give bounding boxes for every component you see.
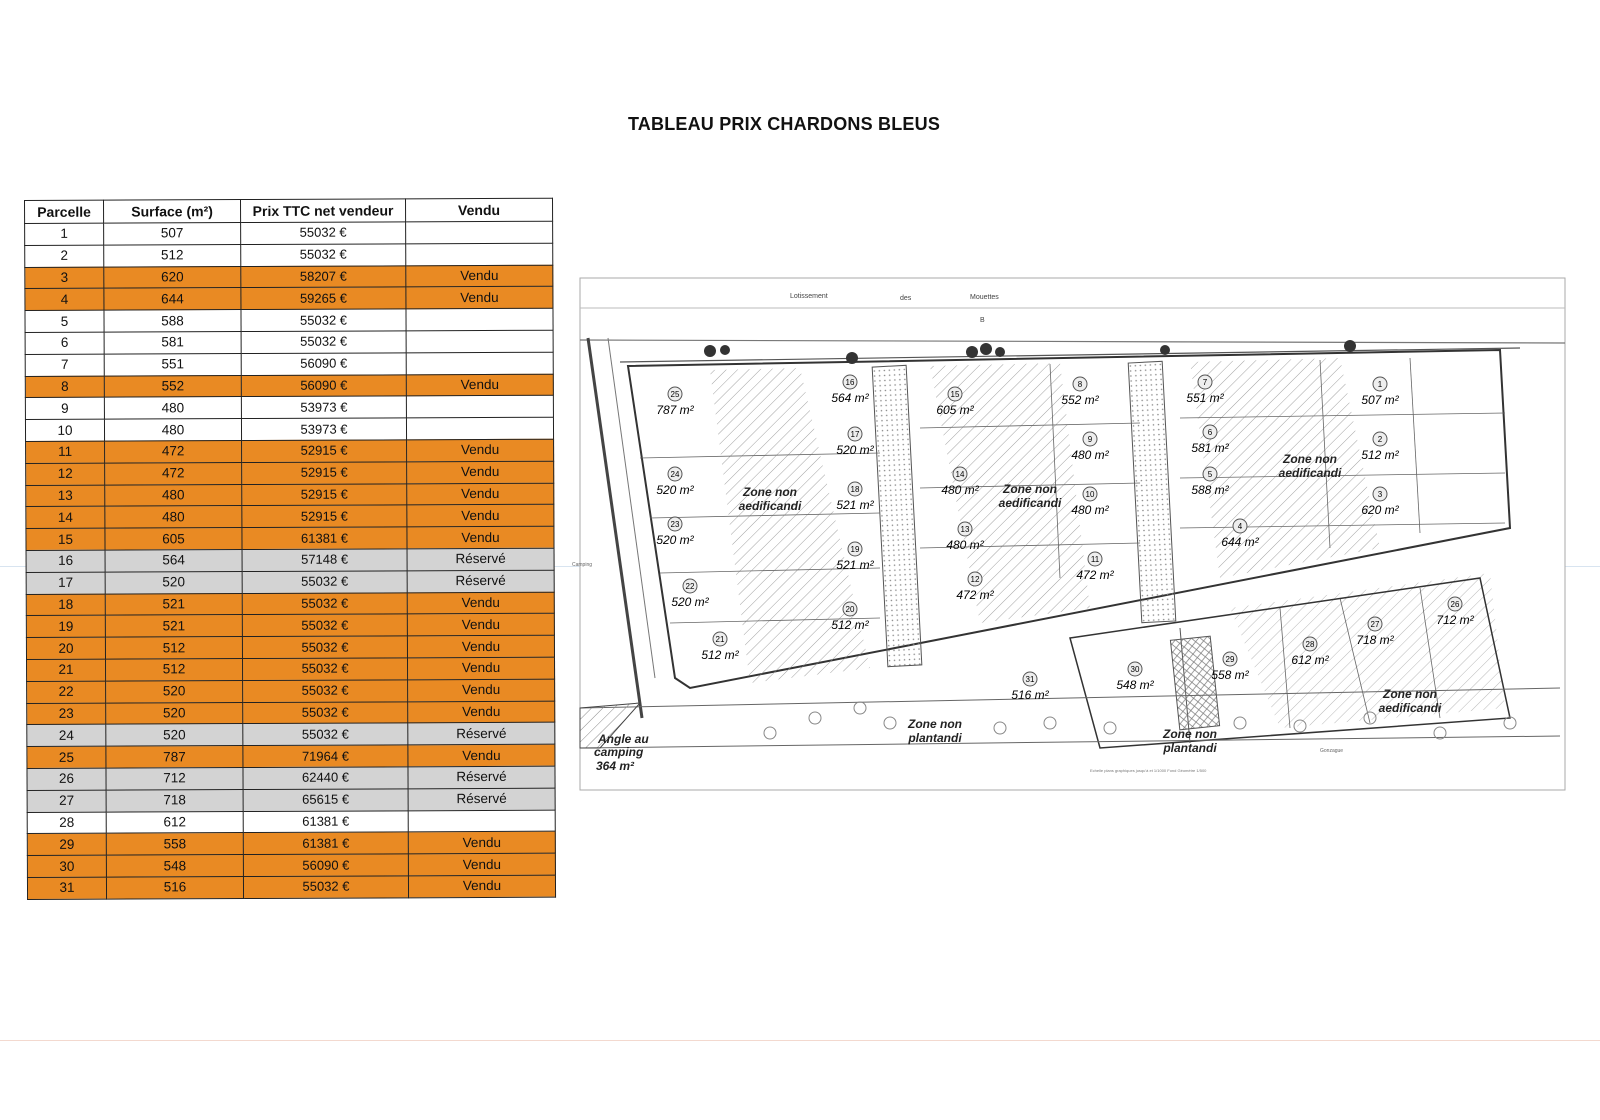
lot-area: 564 m² — [831, 391, 869, 405]
lot-area: 588 m² — [1191, 483, 1229, 497]
status-cell: Vendu — [407, 461, 554, 483]
lot-number: 21 — [715, 635, 725, 644]
price-cell: 59265 € — [241, 287, 406, 310]
zone-label — [1279, 452, 1342, 480]
lot-area: 480 m² — [946, 538, 984, 552]
angle-line-2: camping — [594, 745, 644, 759]
status-cell: Vendu — [406, 265, 553, 287]
zone-label-line1: Zone non — [1283, 452, 1337, 466]
status-cell: Vendu — [408, 875, 555, 897]
table-row — [27, 701, 555, 725]
lot-number: 18 — [850, 485, 860, 494]
lot-area: 480 m² — [1071, 448, 1109, 462]
price-cell: 55032 € — [242, 614, 407, 637]
lot-number: 27 — [1370, 620, 1380, 629]
parcel-cell: 16 — [26, 550, 105, 572]
lot-area: 480 m² — [1071, 503, 1109, 517]
price-cell: 55032 € — [241, 222, 406, 245]
parcel-cell: 15 — [26, 528, 105, 550]
parcel-cell: 28 — [27, 812, 106, 834]
lot-number: 4 — [1237, 522, 1243, 531]
status-cell: Vendu — [407, 614, 554, 636]
zone-label-line2: aedificandi — [738, 499, 802, 513]
lot-number: 8 — [1077, 380, 1083, 389]
table-row — [26, 570, 554, 594]
header-surface: Surface (m²) — [104, 200, 241, 224]
zone-label-line1: Zone non — [908, 717, 962, 731]
lot-number: 3 — [1377, 490, 1383, 499]
surface-cell: 551 — [104, 353, 241, 375]
lot-area: 712 m² — [1436, 613, 1474, 627]
parcel-cell: 22 — [27, 681, 106, 703]
page-title-text: TABLEAU PRIX CHARDONS BLEUS — [627, 114, 941, 134]
status-cell — [406, 417, 553, 439]
lot-area: 520 m² — [836, 443, 874, 457]
lot-number: 24 — [670, 470, 680, 479]
table-row — [25, 396, 553, 420]
table-row — [25, 243, 553, 267]
parcel-cell: 31 — [27, 877, 106, 899]
lot-area: 512 m² — [701, 648, 739, 662]
surface-cell: 605 — [105, 528, 242, 550]
price-cell: 55032 € — [242, 592, 407, 615]
lot-area: 581 m² — [1191, 441, 1229, 455]
table-row — [26, 592, 554, 616]
zone-label-line2: aedificandi — [1278, 466, 1342, 480]
surface-cell: 548 — [106, 855, 243, 877]
table-row — [27, 657, 555, 681]
parcel-cell: 6 — [25, 332, 104, 354]
price-cell: 56090 € — [241, 353, 406, 376]
price-cell: 52915 € — [242, 440, 407, 463]
zone-label-line1: Zone non — [743, 485, 797, 499]
price-cell: 62440 € — [243, 767, 408, 790]
price-cell: 52915 € — [242, 483, 407, 506]
status-cell: Vendu — [406, 374, 553, 396]
header-sold: Vendu — [405, 198, 552, 222]
zone-label-line2: plantandi — [908, 731, 962, 745]
lot-area: 520 m² — [656, 483, 694, 497]
table-row — [25, 265, 553, 289]
surface-cell: 480 — [105, 484, 242, 506]
status-cell: Vendu — [406, 287, 553, 309]
parcel-cell: 25 — [27, 746, 106, 768]
status-cell: Réservé — [408, 766, 555, 788]
parcel-cell: 12 — [26, 463, 105, 485]
parcel-cell: 30 — [27, 855, 106, 877]
zone-label-line1: Zone non — [1383, 687, 1437, 701]
table-row — [27, 810, 555, 834]
lot-area: 548 m² — [1116, 678, 1154, 692]
table-header-row — [25, 198, 553, 223]
price-cell: 53973 € — [241, 418, 406, 441]
surface-cell: 644 — [104, 288, 241, 310]
lot-area: 520 m² — [656, 533, 694, 547]
surface-cell: 581 — [104, 332, 241, 354]
lot-number: 20 — [845, 605, 855, 614]
parcel-cell: 23 — [27, 703, 106, 725]
table-row — [26, 526, 554, 550]
price-cell: 55032 € — [243, 876, 408, 899]
surface-cell: 520 — [105, 571, 242, 593]
lot-area: 472 m² — [1076, 568, 1114, 582]
parcel-cell: 11 — [26, 441, 105, 463]
status-cell: Vendu — [407, 635, 554, 657]
table-row — [27, 832, 555, 856]
surface-cell: 564 — [105, 550, 242, 572]
parcel-cell: 26 — [27, 768, 106, 790]
status-cell — [408, 810, 555, 832]
status-cell — [406, 308, 553, 330]
table-row — [27, 788, 555, 812]
table-row — [25, 308, 553, 332]
lot-area: 718 m² — [1356, 633, 1394, 647]
status-cell — [406, 396, 553, 418]
status-cell: Réservé — [407, 548, 554, 570]
lot-area: 620 m² — [1361, 503, 1399, 517]
table-row — [26, 635, 554, 659]
status-cell — [406, 243, 553, 265]
status-cell: Vendu — [408, 832, 555, 854]
zone-label — [1162, 727, 1217, 755]
lot-number: 7 — [1202, 378, 1208, 387]
surface-cell: 787 — [106, 746, 243, 768]
subdivision-plan — [572, 278, 1570, 798]
status-cell: Vendu — [407, 483, 554, 505]
surface-cell: 558 — [106, 833, 243, 855]
surface-cell: 712 — [106, 767, 243, 789]
zone-label-line1: Zone non — [1163, 727, 1217, 741]
table-row — [27, 853, 555, 877]
price-table-body — [25, 221, 556, 899]
lot-number: 11 — [1090, 555, 1100, 564]
table-row — [26, 548, 554, 572]
status-cell: Vendu — [408, 744, 555, 766]
page-title — [0, 114, 1600, 135]
parcel-cell: 3 — [25, 267, 104, 289]
lot-number: 19 — [850, 545, 860, 554]
lot-number: 13 — [960, 525, 970, 534]
lot-area: 507 m² — [1361, 393, 1399, 407]
surface-cell: 512 — [104, 244, 241, 266]
lot-number: 10 — [1085, 490, 1095, 499]
parcel-cell: 20 — [26, 637, 105, 659]
parcel-cell: 7 — [25, 354, 104, 376]
surface-cell: 480 — [104, 397, 241, 419]
status-cell: Vendu — [408, 701, 555, 723]
status-cell — [406, 352, 553, 374]
lot-area: 521 m² — [836, 558, 874, 572]
parcel-cell: 1 — [25, 223, 104, 245]
lot-number: 12 — [970, 575, 980, 584]
price-cell: 52915 € — [242, 462, 407, 485]
surface-cell: 552 — [104, 375, 241, 397]
table-row — [25, 287, 553, 311]
surface-cell: 472 — [105, 462, 242, 484]
table-row — [27, 744, 555, 768]
table-row — [27, 679, 555, 703]
parcel-cell: 29 — [27, 833, 106, 855]
price-cell: 57148 € — [242, 549, 407, 572]
surface-cell: 480 — [104, 419, 241, 441]
status-cell — [406, 221, 553, 243]
table-row — [26, 505, 554, 529]
price-cell: 56090 € — [243, 854, 408, 877]
lot-number: 26 — [1450, 600, 1460, 609]
lot-area: 558 m² — [1211, 668, 1249, 682]
lot-area: 520 m² — [671, 595, 709, 609]
parcel-cell: 9 — [25, 398, 104, 420]
table-row — [25, 221, 553, 245]
surface-cell: 588 — [104, 310, 241, 332]
lot-number: 5 — [1207, 470, 1213, 479]
lot-area: 512 m² — [1361, 448, 1399, 462]
zone-label — [999, 482, 1062, 510]
zone-label-line2: aedificandi — [998, 496, 1062, 510]
surface-cell: 718 — [106, 789, 243, 811]
parcel-cell: 4 — [25, 289, 104, 311]
table-row — [25, 352, 553, 376]
plan-top-label-2: des — [900, 295, 912, 302]
angle-line-1: Angle au — [598, 732, 649, 746]
parcel-cell: 24 — [27, 724, 106, 746]
surface-cell: 512 — [105, 637, 242, 659]
price-cell: 55032 € — [241, 244, 406, 267]
table-row — [25, 374, 553, 398]
price-cell: 61381 € — [242, 527, 407, 550]
lot-area: 644 m² — [1221, 535, 1259, 549]
lot-number: 15 — [950, 390, 960, 399]
parcel-cell: 14 — [26, 507, 105, 529]
angle-line-3: 364 m² — [596, 759, 635, 773]
price-cell: 55032 € — [242, 571, 407, 594]
table-row — [25, 330, 553, 354]
price-cell: 55032 € — [243, 701, 408, 724]
status-cell: Vendu — [408, 657, 555, 679]
table-row — [25, 417, 553, 441]
status-cell: Vendu — [407, 439, 554, 461]
parcel-cell: 13 — [26, 485, 105, 507]
lot-area: 551 m² — [1186, 391, 1224, 405]
price-cell: 71964 € — [243, 745, 408, 768]
price-cell: 55032 € — [241, 309, 406, 332]
status-cell: Vendu — [408, 853, 555, 875]
status-cell: Vendu — [407, 592, 554, 614]
lot-number: 2 — [1377, 435, 1383, 444]
table-row — [26, 483, 554, 507]
lot-area: 787 m² — [656, 403, 694, 417]
price-cell: 52915 € — [242, 505, 407, 528]
zone-label — [1379, 687, 1442, 715]
surface-cell: 521 — [105, 615, 242, 637]
surface-cell: 521 — [105, 593, 242, 615]
price-cell: 56090 € — [241, 374, 406, 397]
zone-label-line2: aedificandi — [1378, 701, 1442, 715]
parcel-cell: 18 — [26, 594, 105, 616]
lot-number: 1 — [1377, 380, 1383, 389]
plan-top-label-3: Mouettes — [970, 294, 999, 301]
plan-scale-note: Echelle plans graphiques jusqu'à et 1/1000 Fond Géomètre 1/500 — [1090, 768, 1207, 773]
surface-cell: 507 — [104, 223, 241, 245]
lot-area: 521 m² — [836, 498, 874, 512]
lot-number: 22 — [685, 582, 695, 591]
status-cell: Réservé — [408, 723, 555, 745]
price-table — [24, 198, 556, 900]
lot-area: 516 m² — [1011, 688, 1049, 702]
surface-cell: 520 — [106, 724, 243, 746]
price-cell: 65615 € — [243, 789, 408, 812]
lot-area: 512 m² — [831, 618, 869, 632]
parcel-cell: 19 — [26, 615, 105, 637]
surface-cell: 612 — [106, 811, 243, 833]
price-cell: 55032 € — [243, 723, 408, 746]
lot-number: 14 — [955, 470, 965, 479]
header-parcel: Parcelle — [25, 200, 104, 223]
plan-top-marker: B — [980, 317, 985, 324]
surface-cell: 520 — [106, 680, 243, 702]
parcel-cell: 2 — [25, 245, 104, 267]
table-row — [26, 614, 554, 638]
table-row — [26, 461, 554, 485]
header-price: Prix TTC net vendeur — [241, 199, 406, 223]
plan-drawing — [572, 278, 1570, 798]
surface-cell: 620 — [104, 266, 241, 288]
table-row — [27, 723, 555, 747]
price-cell: 58207 € — [241, 265, 406, 288]
price-cell: 55032 € — [241, 331, 406, 354]
plan-bottom-small: Gonzague — [1320, 748, 1344, 754]
status-cell: Vendu — [407, 526, 554, 548]
surface-cell: 480 — [105, 506, 242, 528]
parcel-cell: 21 — [27, 659, 106, 681]
zone-label-line2: plantandi — [1163, 741, 1217, 755]
status-cell: Réservé — [408, 788, 555, 810]
lot-area: 605 m² — [936, 403, 974, 417]
lot-number: 28 — [1305, 640, 1315, 649]
zone-label — [739, 485, 802, 513]
lot-number: 16 — [845, 378, 855, 387]
lot-number: 6 — [1207, 428, 1213, 437]
lot-area: 480 m² — [941, 483, 979, 497]
plan-top-label-1: Lotissement — [790, 293, 828, 300]
lot-area: 472 m² — [956, 588, 994, 602]
status-cell: Vendu — [408, 679, 555, 701]
parcel-cell: 10 — [25, 419, 104, 441]
zone-label — [907, 717, 962, 745]
lot-number: 31 — [1025, 675, 1035, 684]
price-cell: 61381 € — [243, 810, 408, 833]
footer-rule — [0, 1040, 1600, 1041]
parcel-cell: 8 — [25, 376, 104, 398]
price-cell: 61381 € — [243, 832, 408, 855]
table-row — [27, 766, 555, 790]
table-row — [26, 439, 554, 463]
parcel-cell: 5 — [25, 310, 104, 332]
plan-left-label: Camping — [572, 562, 593, 568]
table-row — [27, 875, 555, 899]
status-cell: Vendu — [407, 505, 554, 527]
price-cell: 55032 € — [243, 658, 408, 681]
price-cell: 55032 € — [242, 636, 407, 659]
parcel-cell: 17 — [26, 572, 105, 594]
zone-label-line1: Zone non — [1003, 482, 1057, 496]
lot-number: 9 — [1087, 435, 1093, 444]
surface-cell: 472 — [105, 441, 242, 463]
price-cell: 55032 € — [243, 680, 408, 703]
lot-number: 30 — [1130, 665, 1140, 674]
lot-number: 17 — [850, 430, 860, 439]
lot-number: 29 — [1225, 655, 1235, 664]
surface-cell: 516 — [106, 876, 243, 898]
price-cell: 53973 € — [241, 396, 406, 419]
status-cell — [406, 330, 553, 352]
parcel-cell: 27 — [27, 790, 106, 812]
surface-cell: 512 — [106, 658, 243, 680]
surface-cell: 520 — [106, 702, 243, 724]
lot-number: 25 — [670, 390, 680, 399]
lot-area: 612 m² — [1291, 653, 1329, 667]
lot-area: 552 m² — [1061, 393, 1099, 407]
lot-number: 23 — [670, 520, 680, 529]
status-cell: Réservé — [407, 570, 554, 592]
